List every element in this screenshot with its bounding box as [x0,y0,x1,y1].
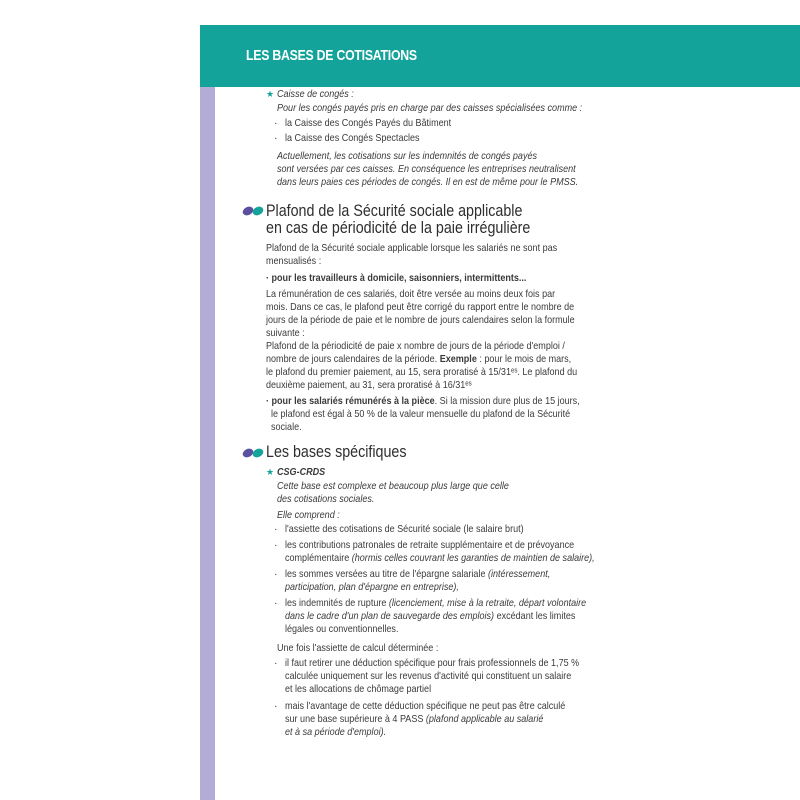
plafond-point2-label: · pour les salariés rémunérés à la pièce [266,395,435,407]
comprend-label: Elle comprend : [277,509,340,521]
comprend-item-cont: légales ou conventionnelles. [285,623,399,635]
calcul-label: Une fois l'assiette de calcul déterminée : [277,642,439,654]
comprend-item [285,597,586,610]
star-icon: ★ [266,467,275,477]
plafond-intro-line: mensualisés : [266,255,322,267]
bullet-dot: · [274,132,278,144]
item-text-italic: (licenciement, mise à la retraite, départ volontaire [388,597,587,609]
section-title-plafond-line2: en cas de périodicité de la paie irrégulière [266,218,531,237]
item-text-italic: (hormis celles couvrant les garanties de maintien de salaire), [351,552,595,564]
caisse-item: la Caisse des Congés Spectacles [285,132,420,144]
csg-note-line: Cette base est complexe et beaucoup plus large que celle [277,480,509,492]
plafond-point2-text: . Si la mission dure plus de 15 jours, [434,395,580,407]
section-title-plafond: Plafond de la Sécurité sociale applicable [266,201,523,220]
comprend-item [285,568,550,581]
bullet-dot: · [274,117,278,129]
item-text-italic: (plafond applicable au salarié [425,713,544,725]
comprend-item: les contributions patronales de retraite supplémentaire et de prévoyance [285,539,575,551]
caisse-intro: Pour les congés payés pris en charge par des caisses spécialisées comme : [277,102,583,114]
caisse-note-line: dans leurs paies ces périodes de congés. Il en est de même pour le PMSS. [277,176,579,188]
calcul-item-cont: et les allocations de chômage partiel [285,683,432,695]
item-text: les indemnités de rupture [285,597,389,609]
page-title: LES BASES DE COTISATIONS [246,47,417,64]
bullet-dot: · [274,523,278,535]
plafond-formula-line: deuxième paiement, au 31, sera proratisé à 16/31ᵉˢ [266,379,472,391]
item-text: sur une base supérieure à 4 PASS [285,713,426,725]
bullet-dot: · [274,657,278,669]
caisse-note-line: Actuellement, les cotisations sur les indemnités de congés payés [277,150,538,162]
calcul-item-cont [285,713,543,726]
bullet-dot: · [274,539,278,551]
plafond-point2-line [266,395,580,408]
plafond-text-line: mois. Dans ce cas, le plafond peut être corrigé du rapport entre le nombre de [266,301,575,313]
calcul-item-cont: et à sa période d'emploi). [285,726,387,738]
formula-text: nombre de jours calendaires de la période. [266,353,440,365]
section-title-specifiques: Les bases spécifiques [266,442,407,461]
plafond-text-line: suivante : [266,327,305,339]
comprend-item-cont [285,610,575,623]
plafond-formula-line: le plafond du premier paiement, au 15, sera proratisé à 15/31ᵉˢ. Le plafond du [266,366,578,378]
exemple-label: Exemple [439,353,477,365]
bullet-dot: · [274,597,278,609]
section-bullet-icon [242,448,264,458]
item-text: les sommes versées au titre de l'épargne salariale [285,568,489,580]
calcul-item: mais l'avantage de cette déduction spécifique ne peut pas être calculé [285,700,566,712]
comprend-item: l'assiette des cotisations de Sécurité sociale (le salaire brut) [285,523,524,535]
bullet-dot: · [274,568,278,580]
plafond-point1-label: · pour les travailleurs à domicile, saisonniers, intermittents... [266,272,527,284]
star-icon: ★ [266,89,275,99]
plafond-intro-line: Plafond de la Sécurité sociale applicable lorsque les salariés ne sont pas [266,242,558,254]
plafond-text-line: Plafond de la périodicité de paie x nombre de jours de la période d'emploi / [266,340,565,352]
item-text: excédant les limites [494,610,576,622]
section-bullet-icon [242,206,264,216]
item-text-italic: (intéressement, [488,568,551,580]
caisse-note-line: sont versées par ces caisses. En conséquence les entreprises neutralisent [277,163,576,175]
csg-note-line: des cotisations sociales. [277,493,375,505]
bullet-dot: · [274,700,278,712]
plafond-text-line: jours de la période de paie et le nombre de jours calendaires selon la formule [266,314,575,326]
calcul-item: il faut retirer une déduction spécifique pour frais professionnels de 1,75 % [285,657,580,669]
csg-title: CSG-CRDS [277,466,326,478]
item-text: complémentaire [285,552,352,564]
plafond-point2-text: le plafond est égal à 50 % de la valeur mensuelle du plafond de la Sécurité [271,408,571,420]
comprend-item-cont [285,552,595,565]
plafond-formula-line [266,353,571,366]
plafond-point2-text: sociale. [271,421,302,433]
item-text-italic: dans le cadre d'un plan de sauvegarde des emplois) [285,610,495,622]
plafond-text-line: La rémunération de ces salariés, doit être versée au moins deux fois par [266,288,556,300]
comprend-item-cont: participation, plan d'épargne en entreprise), [285,581,459,593]
calcul-item-cont: calculée uniquement sur les revenus d'activité qui constituent un salaire [285,670,572,682]
formula-text: : pour le mois de mars, [476,353,572,365]
caisse-title: Caisse de congés : [277,88,354,100]
caisse-item: la Caisse des Congés Payés du Bâtiment [285,117,452,129]
